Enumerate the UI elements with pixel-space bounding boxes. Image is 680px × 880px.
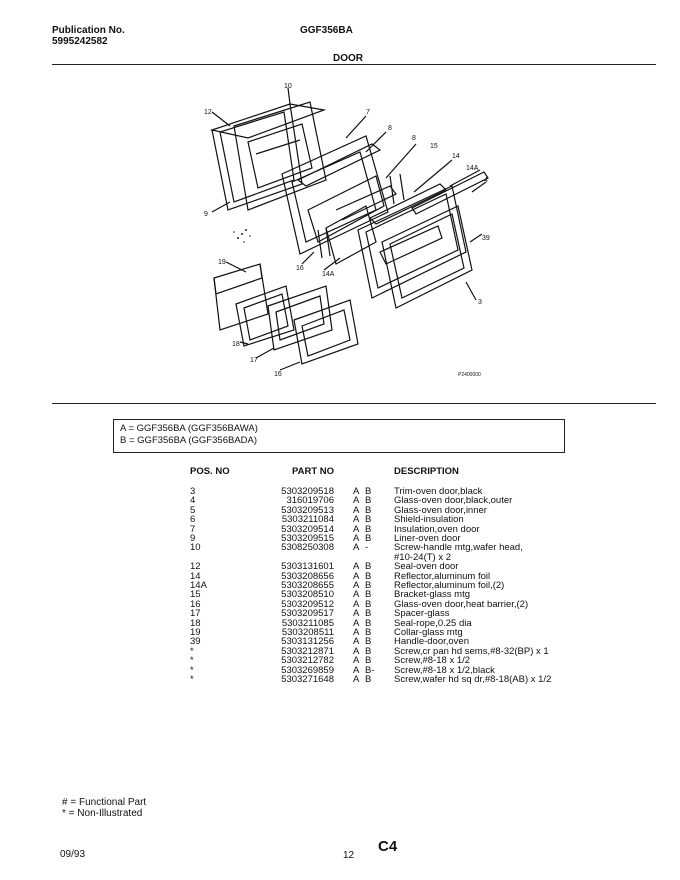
- callout-text: 16: [274, 371, 282, 378]
- model-a-cell: A: [353, 486, 360, 497]
- description-cell: Bracket-glass mtg: [394, 589, 471, 601]
- model-a-cell: A: [353, 608, 360, 620]
- page-number: 12: [343, 850, 355, 861]
- pos-cell: *: [190, 664, 194, 676]
- header-pos-no: POS. NO: [190, 466, 230, 477]
- model-a-cell: A: [353, 523, 360, 535]
- legend-line-b: B = GGF356BA (GGF356BADA): [120, 435, 258, 446]
- description-cell: Glass-oven door,inner: [394, 504, 487, 516]
- callout-text: 4: [484, 177, 488, 184]
- model-a-cell: A: [353, 542, 360, 554]
- part-no-cell: 5303209514: [281, 523, 334, 535]
- description-cell: Screw,#8-18 x 1/2,black: [394, 664, 495, 676]
- model-legend-box: [113, 419, 565, 453]
- model-b-cell: B: [365, 533, 372, 544]
- part-no-cell: 5303208655: [281, 580, 334, 591]
- figure-code: P2400000: [458, 372, 481, 378]
- callout-text: 8: [388, 125, 392, 132]
- pos-cell: 17: [190, 608, 201, 620]
- callout-text: 17: [250, 357, 258, 364]
- header-rule: [52, 64, 656, 65]
- trim-oven-door-part: [382, 206, 472, 308]
- model-a-cell: A: [353, 514, 360, 526]
- note-functional-part: # = Functional Part: [62, 797, 147, 808]
- exploded-parts-diagram: [190, 82, 530, 382]
- description-cell: Shield-insulation: [394, 514, 464, 526]
- callout-text: 9: [204, 211, 208, 218]
- glass-inner-part: [326, 206, 376, 264]
- publication-label: Publication No.: [52, 25, 125, 36]
- model-a-cell: A: [353, 561, 360, 573]
- description-cell: Seal-rope,0.25 dia: [394, 617, 472, 629]
- header-part-no: PART NO: [292, 466, 335, 477]
- pos-cell: 39: [190, 636, 201, 648]
- note-non-illustrated: * = Non-Illustrated: [62, 808, 143, 819]
- model-b-cell: B: [365, 598, 372, 610]
- part-no-cell: 5303209512: [281, 598, 334, 610]
- model-a-cell: A: [353, 570, 360, 582]
- callout-text: 8: [412, 135, 416, 142]
- part-no-cell: 5303208656: [281, 570, 334, 582]
- callout-text: 16: [296, 265, 304, 272]
- model-a-cell: A: [353, 645, 360, 657]
- description-cell: Screw-handle mtg,wafer head,: [394, 542, 523, 554]
- model-b-cell: B: [365, 514, 372, 526]
- part-no-cell: 316019706: [286, 495, 334, 507]
- legend-line-a: A = GGF356BA (GGF356BAWA): [120, 423, 258, 434]
- model-a-cell: A: [353, 617, 360, 629]
- part-no-cell: 5303208511: [281, 627, 334, 638]
- revision-date: 09/93: [60, 849, 86, 860]
- description-cell: Collar-glass mtg: [394, 627, 463, 638]
- part-no-cell: 5303209517: [281, 608, 334, 620]
- model-b-cell: B: [365, 495, 372, 507]
- model-b-cell: B: [365, 589, 372, 601]
- model-b-cell: B: [365, 486, 372, 497]
- handle-part: [412, 172, 488, 214]
- part-no-cell: 5303212871: [281, 645, 334, 657]
- model-b-cell: B: [365, 627, 372, 638]
- model-a-cell: A: [353, 495, 360, 507]
- callout-text: 3: [478, 299, 482, 306]
- pos-cell: *: [190, 655, 194, 667]
- model-a-cell: A: [353, 627, 360, 638]
- callout-text: 10: [284, 83, 292, 90]
- model-a-cell: A: [353, 674, 360, 685]
- pos-cell: 4: [190, 495, 196, 507]
- model-b-cell: B-: [365, 664, 375, 676]
- model-b-cell: B: [365, 655, 372, 667]
- pos-cell: 14: [190, 570, 201, 582]
- part-no-cell: 5303209515: [281, 533, 334, 544]
- pos-cell: 12: [190, 561, 201, 573]
- pos-cell: 15: [190, 589, 201, 601]
- part-no-cell: 5303212782: [281, 655, 334, 667]
- part-no-cell: 5303209518: [281, 486, 334, 497]
- pos-cell: 10: [190, 542, 201, 554]
- description-cell: Screw,cr pan hd sems,#8-32(BP) x 1: [394, 645, 549, 657]
- model-b-cell: -: [365, 542, 369, 554]
- part-no-cell: 5303211084: [281, 514, 334, 526]
- pos-cell: 18: [190, 617, 201, 629]
- pos-cell: 6: [190, 514, 196, 526]
- model-a-cell: A: [353, 664, 360, 676]
- part-no-cell: 5303131256: [281, 636, 334, 648]
- model-b-cell: B: [365, 580, 372, 591]
- pos-cell: 16: [190, 598, 201, 610]
- model-b-cell: B: [365, 570, 372, 582]
- description-cell: Screw,#8-18 x 1/2: [394, 655, 471, 667]
- description-cell: Seal-oven door: [394, 561, 459, 573]
- model-a-cell: A: [353, 589, 360, 601]
- model-a-cell: A: [353, 580, 360, 591]
- model-b-cell: B: [365, 636, 372, 648]
- model-a-cell: A: [353, 636, 360, 648]
- seal-oven-door-part: [212, 104, 324, 138]
- description-cell: Trim-oven door,black: [394, 486, 483, 497]
- part-no-cell: 5303211085: [281, 617, 334, 629]
- callout-text: 14A: [322, 271, 335, 278]
- model-a-cell: A: [353, 504, 360, 516]
- description-cell: Handle-door,oven: [394, 636, 469, 648]
- model-a-cell: A: [353, 598, 360, 610]
- part-no-cell: 5303131601: [281, 561, 334, 573]
- callout-text: 15: [430, 143, 438, 150]
- footnotes: [62, 797, 146, 819]
- model-b-cell: B: [365, 617, 372, 629]
- model-b-cell: B: [365, 608, 372, 620]
- part-no-cell: 5308250308: [281, 542, 334, 554]
- model-b-cell: B: [365, 561, 372, 573]
- description-cell: Spacer-glass: [394, 608, 450, 620]
- model-a-cell: A: [353, 533, 360, 544]
- description-cell: Reflector,aluminum foil,(2): [394, 580, 505, 591]
- callout-text: 7: [366, 109, 370, 116]
- part-no-cell: 5303209513: [281, 504, 334, 516]
- description-cell: Reflector,aluminum foil: [394, 570, 491, 582]
- section-rule: [52, 403, 656, 404]
- pos-cell: 3: [190, 486, 196, 497]
- pos-cell: 9: [190, 533, 196, 544]
- table-row: [0, 674, 680, 685]
- description-cell: #10-24(T) x 2: [394, 551, 452, 563]
- description-cell: Liner-oven door: [394, 533, 461, 544]
- model-b-cell: B: [365, 504, 372, 516]
- part-no-cell: 5303269859: [281, 664, 334, 676]
- pos-cell: 5: [190, 504, 196, 516]
- model-a-cell: A: [353, 655, 360, 667]
- callout-text: 12: [204, 109, 212, 116]
- callout-text: 39: [482, 235, 490, 242]
- pos-cell: *: [190, 674, 194, 685]
- callout-text: 18: [232, 341, 240, 348]
- callout-text: 19: [218, 259, 226, 266]
- page-code: C4: [378, 838, 398, 855]
- model-b-cell: B: [365, 523, 372, 535]
- callout-text: 14A: [466, 165, 479, 172]
- header-description: DESCRIPTION: [394, 466, 459, 477]
- publication-number: 5995242582: [52, 36, 108, 47]
- description-cell: Insulation,oven door: [394, 523, 480, 535]
- model-b-cell: B: [365, 674, 372, 685]
- description-cell: Screw,wafer hd sq dr,#8-18(AB) x 1/2: [394, 674, 552, 685]
- callout-text: 14: [452, 153, 460, 160]
- description-cell: Glass-oven door,heat barrier,(2): [394, 598, 529, 610]
- pos-cell: 19: [190, 627, 201, 638]
- section-title: DOOR: [333, 53, 363, 64]
- pos-cell: 14A: [190, 580, 207, 591]
- part-no-cell: 5303271648: [281, 674, 334, 685]
- part-no-cell: 5303208510: [281, 589, 334, 601]
- pos-cell: *: [190, 645, 194, 657]
- pos-cell: 7: [190, 523, 196, 535]
- description-cell: Glass-oven door,black,outer: [394, 495, 513, 507]
- model-number: GGF356BA: [300, 25, 353, 36]
- model-b-cell: B: [365, 645, 372, 657]
